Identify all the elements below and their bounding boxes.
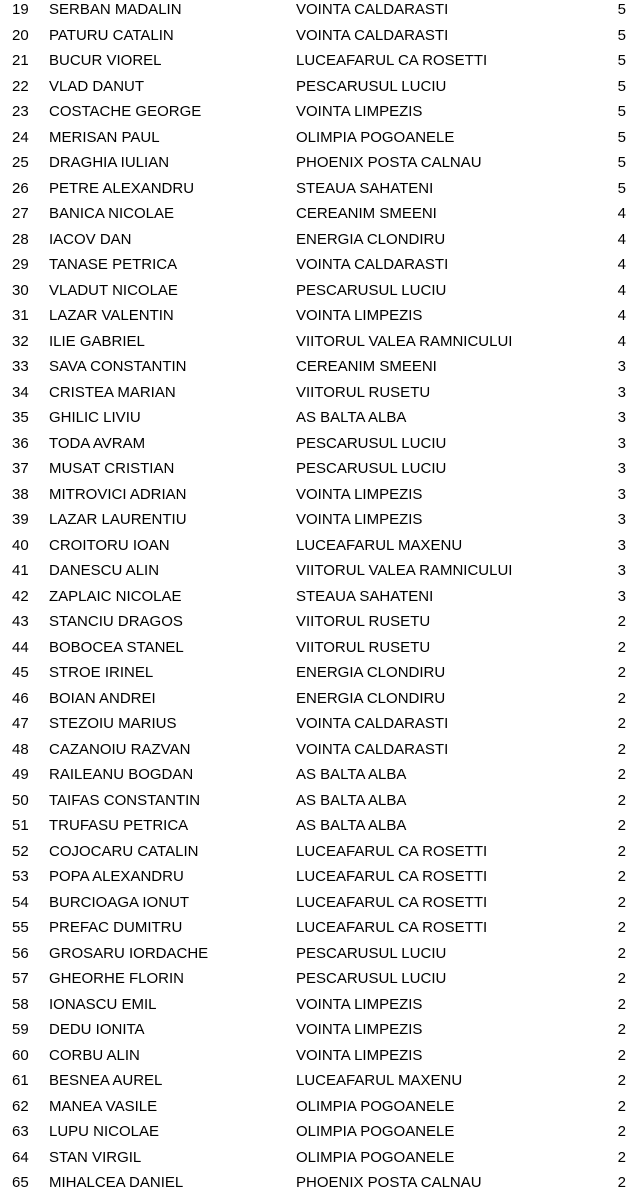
score-cell: 5 bbox=[617, 77, 626, 95]
player-name-cell: GHEORHE FLORIN bbox=[49, 970, 185, 987]
club-name-cell: VOINTA LIMPEZIS bbox=[296, 485, 423, 503]
player-name-cell: BESNEA AUREL bbox=[49, 1072, 163, 1089]
rank-cell: 48 bbox=[12, 740, 29, 758]
score-cell: 4 bbox=[617, 332, 626, 350]
score-cell: 2 bbox=[617, 766, 626, 783]
rank-cell: 19 bbox=[12, 1, 29, 18]
rank-cell: 37 bbox=[12, 460, 29, 477]
club-name-cell: LUCEAFARUL MAXENU bbox=[296, 1072, 463, 1089]
rank-cell: 32 bbox=[12, 332, 29, 350]
player-name-cell: GHILIC LIVIU bbox=[49, 409, 141, 426]
club-name-cell: VOINTA LIMPEZIS bbox=[296, 1021, 423, 1038]
score-cell: 5 bbox=[617, 154, 626, 171]
rank-cell: 26 bbox=[12, 179, 29, 197]
score-cell: 5 bbox=[617, 26, 626, 44]
player-name-cell: MIHALCEA DANIEL bbox=[49, 1174, 184, 1191]
table-row bbox=[0, 635, 632, 661]
club-name-cell: PESCARUSUL LUCIU bbox=[296, 460, 447, 477]
club-name-cell: ENERGIA CLONDIRU bbox=[296, 664, 446, 681]
club-name-cell: VOINTA LIMPEZIS bbox=[296, 995, 423, 1013]
player-name-cell: LAZAR VALENTIN bbox=[49, 307, 174, 324]
table-row bbox=[0, 660, 632, 686]
club-name-cell: VOINTA CALDARASTI bbox=[296, 256, 449, 273]
club-name-cell: AS BALTA ALBA bbox=[296, 409, 407, 426]
rank-cell: 55 bbox=[12, 919, 29, 936]
rank-cell: 34 bbox=[12, 383, 29, 401]
player-name-cell: RAILEANU BOGDAN bbox=[49, 766, 194, 783]
player-name-cell: DANESCU ALIN bbox=[49, 562, 160, 579]
club-name-cell: VOINTA CALDARASTI bbox=[296, 26, 449, 44]
rank-cell: 30 bbox=[12, 281, 29, 299]
club-name-cell: PHOENIX POSTA CALNAU bbox=[296, 154, 482, 171]
player-name-cell: TANASE PETRICA bbox=[49, 256, 178, 273]
score-cell: 3 bbox=[617, 485, 626, 503]
rank-cell: 29 bbox=[12, 256, 29, 273]
table-row bbox=[0, 1017, 632, 1043]
club-name-cell: CEREANIM SMEENI bbox=[296, 358, 437, 375]
club-name-cell: PESCARUSUL LUCIU bbox=[296, 434, 447, 452]
score-cell: 2 bbox=[617, 664, 626, 681]
score-cell: 4 bbox=[617, 307, 626, 324]
rank-cell: 61 bbox=[12, 1072, 29, 1089]
table-row bbox=[0, 813, 632, 839]
table-row bbox=[0, 380, 632, 406]
score-cell: 2 bbox=[617, 1021, 626, 1038]
table-row bbox=[0, 23, 632, 49]
club-name-cell: PESCARUSUL LUCIU bbox=[296, 77, 447, 95]
score-cell: 3 bbox=[617, 409, 626, 426]
table-row bbox=[0, 0, 632, 23]
club-name-cell: STEAUA SAHATENI bbox=[296, 587, 434, 605]
player-name-cell: DRAGHIA IULIAN bbox=[49, 154, 170, 171]
score-cell: 3 bbox=[617, 434, 626, 452]
player-name-cell: COSTACHE GEORGE bbox=[49, 103, 202, 120]
rank-cell: 65 bbox=[12, 1174, 29, 1191]
rank-cell: 59 bbox=[12, 1021, 29, 1038]
club-name-cell: VIITORUL RUSETU bbox=[296, 613, 431, 630]
rank-cell: 28 bbox=[12, 230, 29, 248]
club-name-cell: AS BALTA ALBA bbox=[296, 766, 407, 783]
table-row bbox=[0, 992, 632, 1018]
table-row bbox=[0, 762, 632, 788]
player-name-cell: BUCUR VIOREL bbox=[49, 52, 162, 69]
table-row bbox=[0, 1068, 632, 1094]
score-cell: 2 bbox=[617, 791, 626, 809]
club-name-cell: VOINTA LIMPEZIS bbox=[296, 307, 423, 324]
club-name-cell: VOINTA CALDARASTI bbox=[296, 1, 449, 18]
club-name-cell: ENERGIA CLONDIRU bbox=[296, 689, 446, 707]
club-name-cell: PESCARUSUL LUCIU bbox=[296, 970, 447, 987]
table-row bbox=[0, 941, 632, 967]
rank-cell: 53 bbox=[12, 868, 29, 885]
club-name-cell: VOINTA CALDARASTI bbox=[296, 740, 449, 758]
score-cell: 2 bbox=[617, 613, 626, 630]
club-name-cell: PESCARUSUL LUCIU bbox=[296, 281, 447, 299]
rank-cell: 56 bbox=[12, 944, 29, 962]
player-name-cell: BANICA NICOLAE bbox=[49, 205, 175, 222]
score-cell: 5 bbox=[617, 179, 626, 197]
score-cell: 3 bbox=[617, 536, 626, 554]
rank-cell: 60 bbox=[12, 1046, 29, 1064]
score-cell: 2 bbox=[617, 740, 626, 758]
table-row bbox=[0, 252, 632, 278]
table-row bbox=[0, 584, 632, 610]
club-name-cell: CEREANIM SMEENI bbox=[296, 205, 437, 222]
club-name-cell: ENERGIA CLONDIRU bbox=[296, 230, 446, 248]
club-name-cell: VOINTA LIMPEZIS bbox=[296, 103, 423, 120]
score-cell: 2 bbox=[617, 638, 626, 656]
score-cell: 2 bbox=[617, 995, 626, 1013]
club-name-cell: LUCEAFARUL CA ROSETTI bbox=[296, 919, 488, 936]
rank-cell: 57 bbox=[12, 970, 29, 987]
table-row bbox=[0, 1094, 632, 1120]
table-row bbox=[0, 99, 632, 125]
club-name-cell: VOINTA LIMPEZIS bbox=[296, 1046, 423, 1064]
rank-cell: 41 bbox=[12, 562, 29, 579]
table-row bbox=[0, 176, 632, 202]
score-cell: 2 bbox=[617, 1148, 626, 1166]
table-row bbox=[0, 278, 632, 304]
table-row bbox=[0, 405, 632, 431]
player-name-cell: MUSAT CRISTIAN bbox=[49, 460, 175, 477]
table-row bbox=[0, 711, 632, 737]
rank-cell: 20 bbox=[12, 26, 29, 44]
score-cell: 2 bbox=[617, 1072, 626, 1089]
score-cell: 2 bbox=[617, 970, 626, 987]
player-name-cell: LUPU NICOLAE bbox=[49, 1123, 160, 1140]
player-name-cell: TAIFAS CONSTANTIN bbox=[49, 791, 201, 809]
player-name-cell: PETRE ALEXANDRU bbox=[49, 179, 195, 197]
score-cell: 5 bbox=[617, 103, 626, 120]
club-name-cell: LUCEAFARUL CA ROSETTI bbox=[296, 893, 488, 911]
player-name-cell: POPA ALEXANDRU bbox=[49, 868, 184, 885]
rank-cell: 63 bbox=[12, 1123, 29, 1140]
rank-cell: 47 bbox=[12, 715, 29, 732]
player-name-cell: STAN VIRGIL bbox=[49, 1148, 142, 1166]
club-name-cell: VIITORUL VALEA RAMNICULUI bbox=[296, 562, 513, 579]
score-cell: 2 bbox=[617, 817, 626, 834]
club-name-cell: VIITORUL RUSETU bbox=[296, 638, 431, 656]
rank-cell: 21 bbox=[12, 52, 29, 69]
player-name-cell: BURCIOAGA IONUT bbox=[49, 893, 190, 911]
table-row bbox=[0, 966, 632, 992]
table-row bbox=[0, 48, 632, 74]
score-cell: 3 bbox=[617, 562, 626, 579]
score-cell: 5 bbox=[617, 52, 626, 69]
score-cell: 4 bbox=[617, 205, 626, 222]
table-row bbox=[0, 558, 632, 584]
club-name-cell: LUCEAFARUL CA ROSETTI bbox=[296, 868, 488, 885]
score-cell: 2 bbox=[617, 944, 626, 962]
player-name-cell: MITROVICI ADRIAN bbox=[49, 485, 187, 503]
table-row bbox=[0, 329, 632, 355]
table-row bbox=[0, 839, 632, 865]
table-row bbox=[0, 303, 632, 329]
score-cell: 3 bbox=[617, 460, 626, 477]
player-name-cell: SAVA CONSTANTIN bbox=[49, 358, 187, 375]
table-row bbox=[0, 890, 632, 916]
score-cell: 2 bbox=[617, 1123, 626, 1140]
player-name-cell: SERBAN MADALIN bbox=[49, 1, 182, 18]
table-row bbox=[0, 864, 632, 890]
score-cell: 2 bbox=[617, 1174, 626, 1191]
rank-cell: 25 bbox=[12, 154, 29, 171]
table-row bbox=[0, 737, 632, 763]
club-name-cell: LUCEAFARUL CA ROSETTI bbox=[296, 52, 488, 69]
club-name-cell: OLIMPIA POGOANELE bbox=[296, 128, 455, 146]
table-row bbox=[0, 227, 632, 253]
score-cell: 2 bbox=[617, 715, 626, 732]
rank-cell: 22 bbox=[12, 77, 29, 95]
club-name-cell: PESCARUSUL LUCIU bbox=[296, 944, 447, 962]
score-cell: 2 bbox=[617, 919, 626, 936]
table-row bbox=[0, 74, 632, 100]
score-cell: 5 bbox=[617, 128, 626, 146]
player-name-cell: CROITORU IOAN bbox=[49, 536, 170, 554]
player-name-cell: GROSARU IORDACHE bbox=[49, 944, 209, 962]
player-name-cell: CAZANOIU RAZVAN bbox=[49, 740, 191, 758]
table-row bbox=[0, 1119, 632, 1145]
club-name-cell: OLIMPIA POGOANELE bbox=[296, 1097, 455, 1115]
rank-cell: 45 bbox=[12, 664, 29, 681]
table-row bbox=[0, 533, 632, 559]
rank-cell: 40 bbox=[12, 536, 29, 554]
club-name-cell: VOINTA LIMPEZIS bbox=[296, 511, 423, 528]
player-name-cell: PREFAC DUMITRU bbox=[49, 919, 183, 936]
rank-cell: 49 bbox=[12, 766, 29, 783]
rank-cell: 36 bbox=[12, 434, 29, 452]
player-name-cell: STANCIU DRAGOS bbox=[49, 613, 183, 630]
table-row bbox=[0, 609, 632, 635]
player-name-cell: CRISTEA MARIAN bbox=[49, 383, 176, 401]
player-name-cell: STROE IRINEL bbox=[49, 664, 154, 681]
player-name-cell: ZAPLAIC NICOLAE bbox=[49, 587, 182, 605]
score-cell: 2 bbox=[617, 689, 626, 707]
rank-cell: 33 bbox=[12, 358, 29, 375]
player-name-cell: TODA AVRAM bbox=[49, 434, 146, 452]
rank-cell: 39 bbox=[12, 511, 29, 528]
club-name-cell: LUCEAFARUL CA ROSETTI bbox=[296, 842, 488, 860]
table-row bbox=[0, 431, 632, 457]
table-row bbox=[0, 915, 632, 941]
table-row bbox=[0, 788, 632, 814]
score-cell: 3 bbox=[617, 587, 626, 605]
table-row bbox=[0, 686, 632, 712]
table-row bbox=[0, 125, 632, 151]
rank-cell: 44 bbox=[12, 638, 29, 656]
table-row bbox=[0, 507, 632, 533]
rank-cell: 35 bbox=[12, 409, 29, 426]
club-name-cell: VIITORUL VALEA RAMNICULUI bbox=[296, 332, 513, 350]
club-name-cell: PHOENIX POSTA CALNAU bbox=[296, 1174, 482, 1191]
rank-cell: 52 bbox=[12, 842, 29, 860]
rank-cell: 64 bbox=[12, 1148, 29, 1166]
player-name-cell: CORBU ALIN bbox=[49, 1046, 140, 1064]
table-row bbox=[0, 150, 632, 176]
club-name-cell: STEAUA SAHATENI bbox=[296, 179, 434, 197]
score-cell: 2 bbox=[617, 1046, 626, 1064]
score-cell: 4 bbox=[617, 281, 626, 299]
rank-cell: 62 bbox=[12, 1097, 29, 1115]
player-name-cell: LAZAR LAURENTIU bbox=[49, 511, 187, 528]
player-name-cell: COJOCARU CATALIN bbox=[49, 842, 199, 860]
club-name-cell: OLIMPIA POGOANELE bbox=[296, 1148, 455, 1166]
player-name-cell: MERISAN PAUL bbox=[49, 128, 160, 146]
table-row bbox=[0, 1170, 632, 1196]
score-cell: 2 bbox=[617, 842, 626, 860]
rank-cell: 27 bbox=[12, 205, 29, 222]
table-row bbox=[0, 354, 632, 380]
player-name-cell: VLAD DANUT bbox=[49, 77, 145, 95]
rank-cell: 54 bbox=[12, 893, 29, 911]
club-name-cell: OLIMPIA POGOANELE bbox=[296, 1123, 455, 1140]
rank-cell: 43 bbox=[12, 613, 29, 630]
player-name-cell: PATURU CATALIN bbox=[49, 26, 174, 44]
table-row bbox=[0, 1145, 632, 1171]
rank-cell: 31 bbox=[12, 307, 29, 324]
player-name-cell: DEDU IONITA bbox=[49, 1021, 145, 1038]
rank-cell: 38 bbox=[12, 485, 29, 503]
score-cell: 5 bbox=[617, 1, 626, 18]
rank-cell: 50 bbox=[12, 791, 29, 809]
rank-cell: 51 bbox=[12, 817, 29, 834]
rank-cell: 24 bbox=[12, 128, 29, 146]
score-cell: 3 bbox=[617, 358, 626, 375]
club-name-cell: LUCEAFARUL MAXENU bbox=[296, 536, 463, 554]
table-row bbox=[0, 201, 632, 227]
player-name-cell: BOIAN ANDREI bbox=[49, 689, 156, 707]
score-cell: 2 bbox=[617, 1097, 626, 1115]
score-cell: 2 bbox=[617, 868, 626, 885]
player-name-cell: ILIE GABRIEL bbox=[49, 332, 145, 350]
club-name-cell: VOINTA CALDARASTI bbox=[296, 715, 449, 732]
score-cell: 3 bbox=[617, 511, 626, 528]
player-name-cell: BOBOCEA STANEL bbox=[49, 638, 184, 656]
rank-cell: 58 bbox=[12, 995, 29, 1013]
player-name-cell: IONASCU EMIL bbox=[49, 995, 157, 1013]
player-name-cell: MANEA VASILE bbox=[49, 1097, 158, 1115]
table-row bbox=[0, 456, 632, 482]
score-cell: 4 bbox=[617, 230, 626, 248]
player-name-cell: STEZOIU MARIUS bbox=[49, 715, 177, 732]
player-name-cell: TRUFASU PETRICA bbox=[49, 817, 189, 834]
player-name-cell: VLADUT NICOLAE bbox=[49, 281, 178, 299]
table-row bbox=[0, 482, 632, 508]
table-row bbox=[0, 1043, 632, 1069]
rank-cell: 23 bbox=[12, 103, 29, 120]
player-name-cell: IACOV DAN bbox=[49, 230, 132, 248]
club-name-cell: AS BALTA ALBA bbox=[296, 791, 407, 809]
score-cell: 4 bbox=[617, 256, 626, 273]
rank-cell: 46 bbox=[12, 689, 29, 707]
rank-cell: 42 bbox=[12, 587, 29, 605]
club-name-cell: VIITORUL RUSETU bbox=[296, 383, 431, 401]
score-cell: 3 bbox=[617, 383, 626, 401]
club-name-cell: AS BALTA ALBA bbox=[296, 817, 407, 834]
score-cell: 2 bbox=[617, 893, 626, 911]
